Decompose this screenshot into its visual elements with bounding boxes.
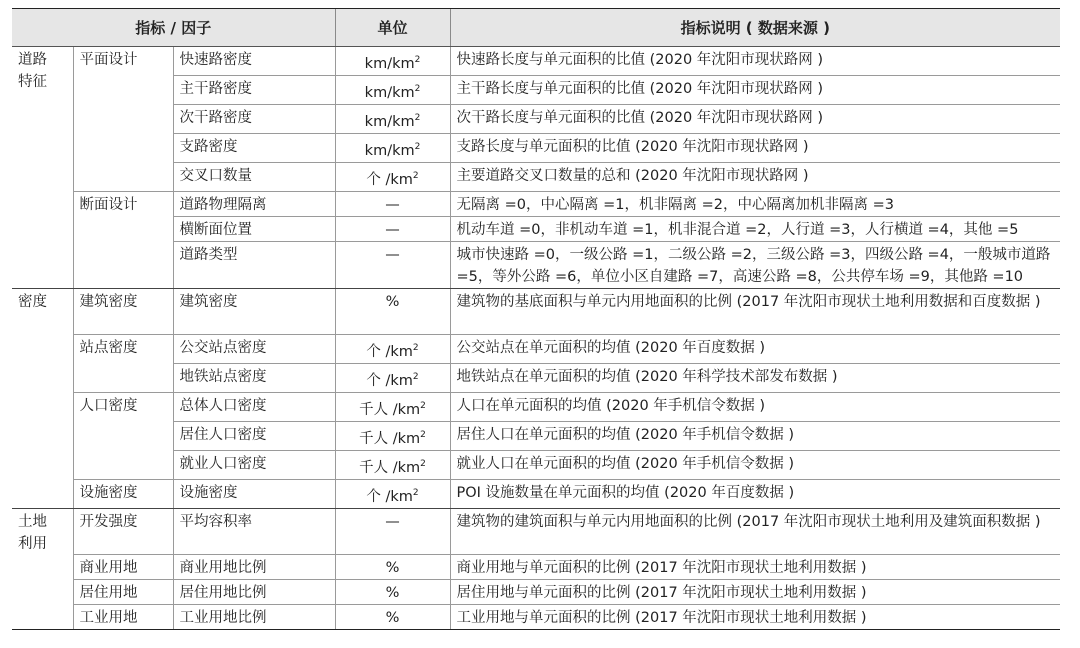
table-row <box>12 580 1060 605</box>
unit-cell <box>335 422 450 451</box>
unit-cell: — <box>335 509 450 555</box>
table-row <box>12 393 1060 422</box>
subcategory-cell: 居住用地 <box>73 580 173 605</box>
unit-cell <box>335 163 450 192</box>
subcategory-cell: 开发强度 <box>73 509 173 555</box>
header-unit: 单位 <box>335 9 450 47</box>
unit-text: km/km <box>364 143 415 159</box>
description-cell: 居住用地与单元面积的比例 (2017 年沈阳市现状土地利用数据 ) <box>450 580 1060 605</box>
subcategory-cell: 断面设计 <box>73 192 173 289</box>
unit-cell: % <box>335 555 450 580</box>
description-cell: 居住人口在单元面积的均值 (2020 年手机信令数据 ) <box>450 422 1060 451</box>
subcategory-cell: 站点密度 <box>73 335 173 393</box>
table-row <box>12 480 1060 509</box>
unit-superscript: 2 <box>412 343 419 353</box>
header-indicator-factor: 指标 / 因子 <box>12 9 335 47</box>
unit-text: 个 /km <box>366 373 413 389</box>
table-row <box>12 47 1060 76</box>
unit-cell <box>335 451 450 480</box>
subcategory-cell: 设施密度 <box>73 480 173 509</box>
unit-cell <box>335 364 450 393</box>
category-label: 道路 特征 <box>18 52 47 90</box>
unit-cell: % <box>335 289 450 335</box>
unit-cell <box>335 134 450 163</box>
indicator-cell: 快速路密度 <box>173 47 335 76</box>
indicator-table <box>12 8 1060 630</box>
table-row <box>12 509 1060 555</box>
unit-text: 千人 /km <box>359 402 421 418</box>
unit-superscript: 2 <box>414 55 421 65</box>
unit-cell: — <box>335 192 450 217</box>
indicator-cell: 总体人口密度 <box>173 393 335 422</box>
unit-cell: % <box>335 605 450 630</box>
unit-cell <box>335 393 450 422</box>
indicator-cell: 道路物理隔离 <box>173 192 335 217</box>
unit-text: 千人 /km <box>359 431 421 447</box>
unit-superscript: 2 <box>420 459 426 469</box>
indicator-cell: 主干路密度 <box>173 76 335 105</box>
table-row <box>12 192 1060 217</box>
unit-text: 个 /km <box>366 489 413 505</box>
description-cell: 就业人口在单元面积的均值 (2020 年手机信令数据 ) <box>450 451 1060 480</box>
indicator-cell: 就业人口密度 <box>173 451 335 480</box>
description-cell: 机动车道 =0，非机动车道 =1，机非混合道 =2，人行道 =3，人行横道 =4，其他 =5 <box>450 217 1060 242</box>
indicator-cell: 居住人口密度 <box>173 422 335 451</box>
table-row <box>12 555 1060 580</box>
category-cell: 密度 <box>12 289 73 509</box>
unit-text: km/km <box>364 114 415 130</box>
description-cell: 建筑物的基底面积与单元内用地面积的比例 (2017 年沈阳市现状土地利用数据和百度数据 ) <box>450 289 1060 335</box>
indicator-cell: 支路密度 <box>173 134 335 163</box>
description-cell: 商业用地与单元面积的比例 (2017 年沈阳市现状土地利用数据 ) <box>450 555 1060 580</box>
indicator-cell: 道路类型 <box>173 242 335 289</box>
unit-text: 个 /km <box>366 344 413 360</box>
indicator-cell: 平均容积率 <box>173 509 335 555</box>
subcategory-cell: 平面设计 <box>73 47 173 192</box>
indicator-cell: 工业用地比例 <box>173 605 335 630</box>
category-cell <box>12 509 73 630</box>
indicator-cell: 地铁站点密度 <box>173 364 335 393</box>
category-cell <box>12 47 73 289</box>
description-cell: 主干路长度与单元面积的比值 (2020 年沈阳市现状路网 ) <box>450 76 1060 105</box>
subcategory-cell: 建筑密度 <box>73 289 173 335</box>
unit-superscript: 2 <box>414 142 421 152</box>
unit-cell <box>335 105 450 134</box>
description-cell: 无隔离 =0，中心隔离 =1，机非隔离 =2，中心隔离加机非隔离 =3 <box>450 192 1060 217</box>
indicator-cell: 次干路密度 <box>173 105 335 134</box>
indicator-cell: 公交站点密度 <box>173 335 335 364</box>
description-cell: 支路长度与单元面积的比值 (2020 年沈阳市现状路网 ) <box>450 134 1060 163</box>
unit-superscript: 2 <box>412 372 419 382</box>
subcategory-cell: 商业用地 <box>73 555 173 580</box>
description-cell: 公交站点在单元面积的均值 (2020 年百度数据 ) <box>450 335 1060 364</box>
category-label: 土地 利用 <box>18 514 47 552</box>
indicator-cell: 居住用地比例 <box>173 580 335 605</box>
indicator-cell: 交叉口数量 <box>173 163 335 192</box>
description-cell: 工业用地与单元面积的比例 (2017 年沈阳市现状土地利用数据 ) <box>450 605 1060 630</box>
unit-superscript: 2 <box>414 113 421 123</box>
description-cell: 主要道路交叉口数量的总和 (2020 年沈阳市现状路网 ) <box>450 163 1060 192</box>
unit-cell: — <box>335 217 450 242</box>
description-cell: 城市快速路 =0，一级公路 =1，二级公路 =2，三级公路 =3，四级公路 =4，一般城市道路 =5，等外公路 =6，单位小区自建路 =7，高速公路 =8，公共停车场 =9，其他路 =10 <box>450 242 1060 289</box>
subcategory-cell: 工业用地 <box>73 605 173 630</box>
unit-text: 个 /km <box>366 172 413 188</box>
description-cell: 地铁站点在单元面积的均值 (2020 年科学技术部发布数据 ) <box>450 364 1060 393</box>
unit-cell <box>335 47 450 76</box>
unit-superscript: 2 <box>420 401 426 411</box>
indicator-cell: 横断面位置 <box>173 217 335 242</box>
header-description: 指标说明 ( 数据来源 ) <box>450 9 1060 47</box>
description-cell: 建筑物的建筑面积与单元内用地面积的比例 (2017 年沈阳市现状土地利用及建筑面积数据 ) <box>450 509 1060 555</box>
table-header-row <box>12 9 1060 47</box>
table-row <box>12 335 1060 364</box>
indicator-table-container <box>12 8 1060 630</box>
unit-text: km/km <box>364 56 415 72</box>
unit-superscript: 2 <box>412 171 419 181</box>
indicator-cell: 设施密度 <box>173 480 335 509</box>
unit-superscript: 2 <box>420 430 426 440</box>
table-row <box>12 289 1060 335</box>
description-cell: 快速路长度与单元面积的比值 (2020 年沈阳市现状路网 ) <box>450 47 1060 76</box>
description-cell: 次干路长度与单元面积的比值 (2020 年沈阳市现状路网 ) <box>450 105 1060 134</box>
unit-cell: — <box>335 242 450 289</box>
indicator-cell: 商业用地比例 <box>173 555 335 580</box>
unit-text: 千人 /km <box>359 460 421 476</box>
table-row <box>12 605 1060 630</box>
unit-cell <box>335 76 450 105</box>
unit-cell: % <box>335 580 450 605</box>
description-cell: 人口在单元面积的均值 (2020 年手机信令数据 ) <box>450 393 1060 422</box>
unit-cell <box>335 480 450 509</box>
description-cell: POI 设施数量在单元面积的均值 (2020 年百度数据 ) <box>450 480 1060 509</box>
unit-text: km/km <box>364 85 415 101</box>
subcategory-cell: 人口密度 <box>73 393 173 480</box>
indicator-cell: 建筑密度 <box>173 289 335 335</box>
unit-cell <box>335 335 450 364</box>
unit-superscript: 2 <box>414 84 421 94</box>
unit-superscript: 2 <box>412 488 419 498</box>
